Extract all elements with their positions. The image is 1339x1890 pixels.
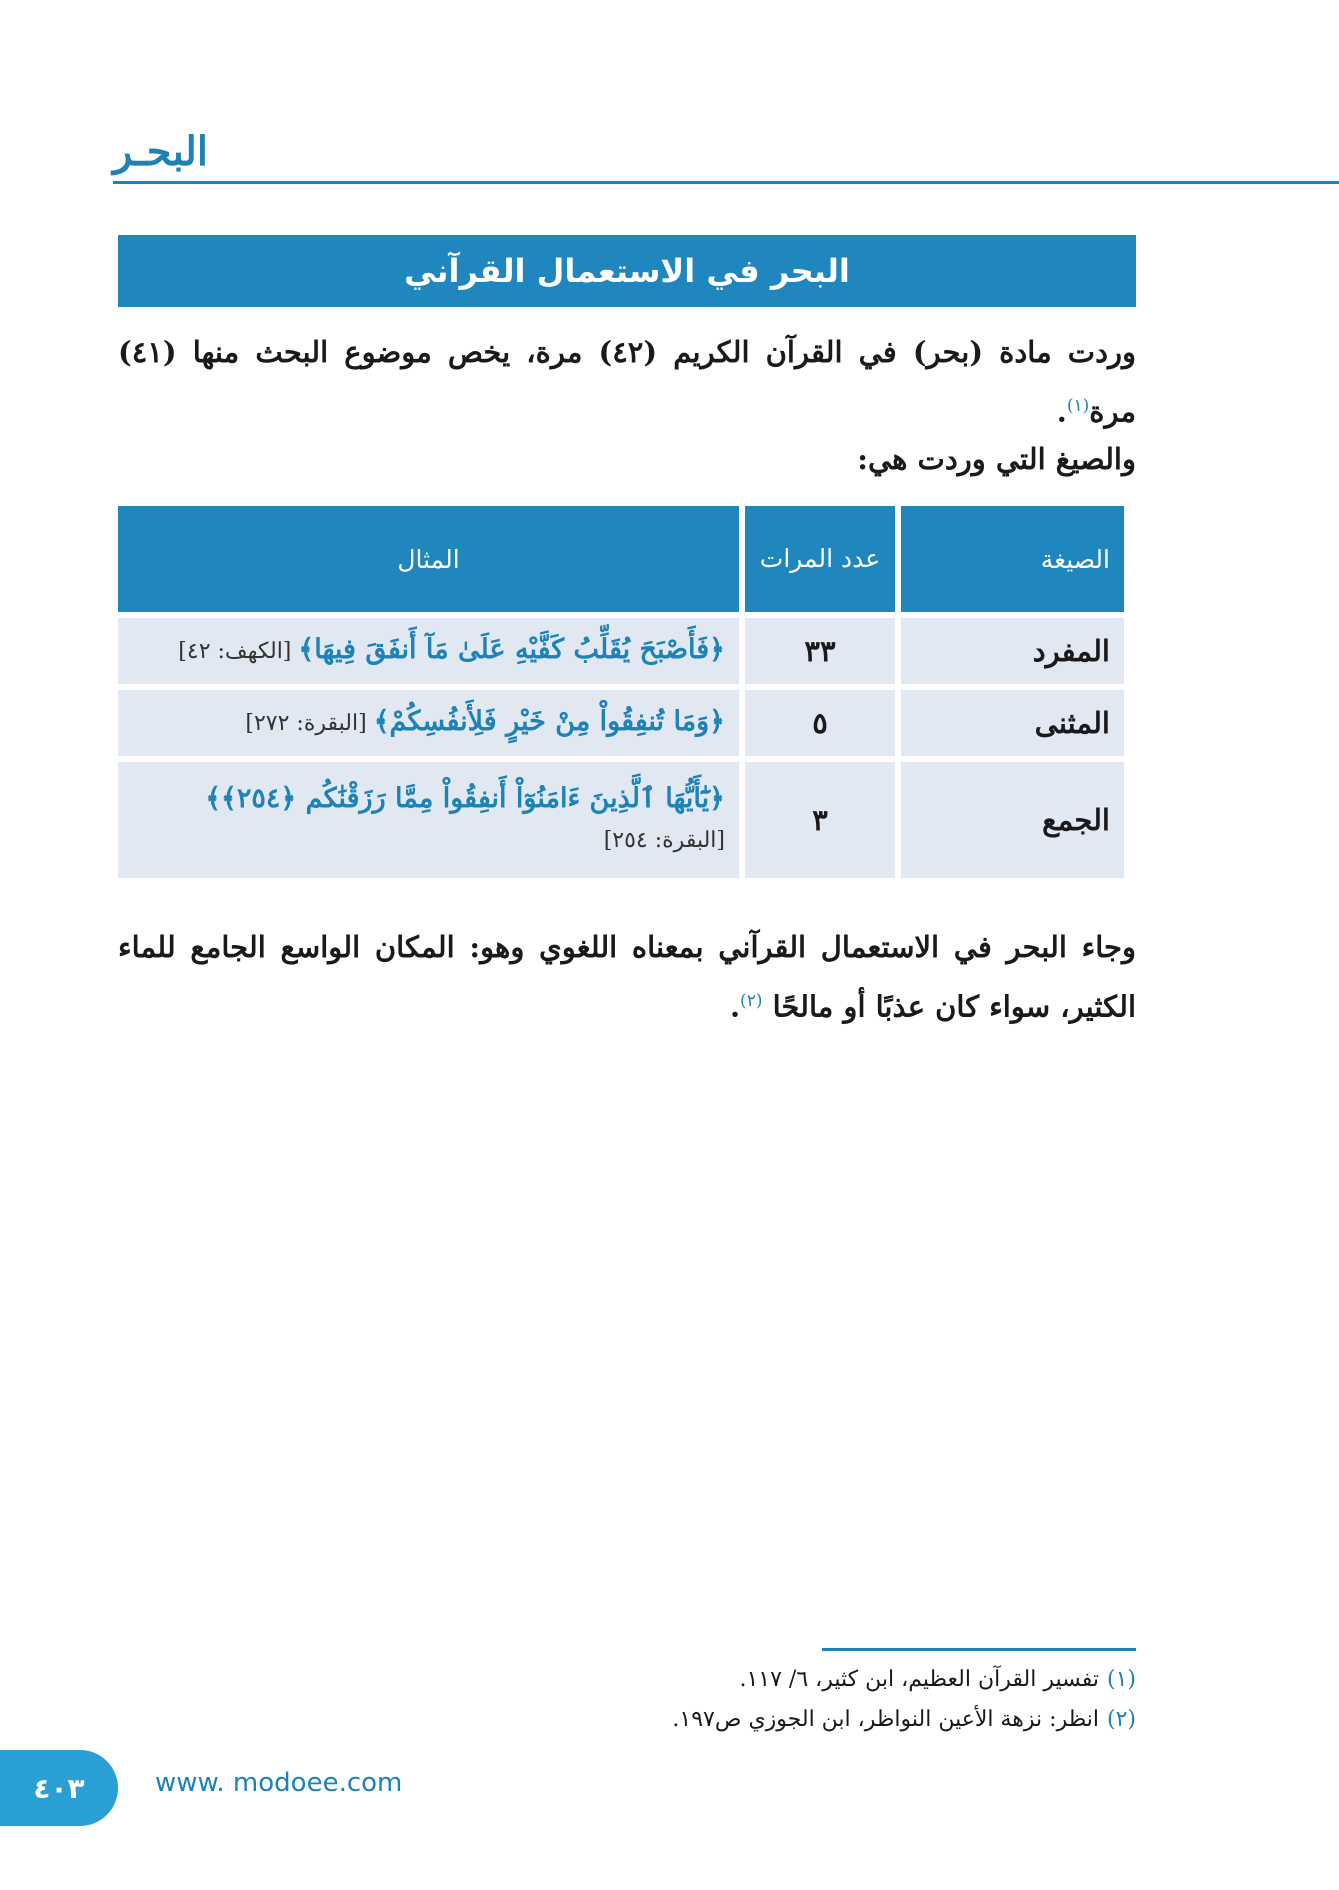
page-number-tab: ٤٠٣ xyxy=(0,1750,118,1826)
table-row xyxy=(118,690,1124,756)
cell-count: ٥ xyxy=(745,690,895,756)
meaning-text: وجاء البحر في الاستعمال القرآني بمعناه اللغوي وهو: المكان الواسع الجامع للماء الكثير، سواء كان عذبًا أو مالحًا xyxy=(118,930,1136,1024)
header-form: الصيغة xyxy=(901,506,1124,612)
verse-text: ﴿فَأَصْبَحَ يُقَلِّبُ كَفَّيْهِ عَلَىٰ مَآ أَنفَقَ فِيهَا﴾ xyxy=(298,634,725,665)
footnote-divider xyxy=(822,1648,1136,1651)
footnotes xyxy=(500,1660,1136,1740)
verse-reference: [البقرة: ٢٧٢] xyxy=(245,711,367,736)
forms-table xyxy=(112,500,1130,884)
footnote-item xyxy=(500,1700,1136,1740)
cell-example xyxy=(118,762,739,878)
cell-form: الجمع xyxy=(901,762,1124,878)
footnote-item xyxy=(500,1660,1136,1700)
footnote-text: تفسير القرآن العظيم، ابن كثير، ٦/ ١١٧. xyxy=(739,1667,1099,1692)
meaning-end: . xyxy=(729,989,741,1024)
website-link[interactable]: www. modoee.com xyxy=(155,1768,403,1798)
header-count: عدد المرات xyxy=(745,506,895,612)
cell-example xyxy=(118,690,739,756)
verse-text: ﴿وَمَا تُنفِقُواْ مِنْ خَيْرٍ فَلِأَنفُسِكُمْ﴾ xyxy=(373,706,725,737)
footnote-text: انظر: نزهة الأعين النواظر، ابن الجوزي ص١٩٧. xyxy=(672,1707,1099,1732)
cell-form: المثنى xyxy=(901,690,1124,756)
header-example: المثال xyxy=(118,506,739,612)
meaning-paragraph xyxy=(118,920,1136,1034)
cell-count: ٣٣ xyxy=(745,618,895,684)
footnote-number: (٢) xyxy=(1106,1707,1136,1732)
section-title: البحر في الاستعمال القرآني xyxy=(118,235,1136,307)
intro-paragraph xyxy=(118,325,1136,439)
verse-text: ﴿يَٰٓأَيُّهَا ٱلَّذِينَ ءَامَنُوٓاْ أَنفِقُواْ مِمَّا رَزَقْنَٰكُم ﴿٢٥٤﴾﴾ xyxy=(205,783,725,814)
footnote-ref-2[interactable]: (٢) xyxy=(740,991,763,1011)
table-header-row xyxy=(118,506,1124,612)
table-row xyxy=(118,618,1124,684)
forms-intro: والصيغ التي وردت هي: xyxy=(857,442,1136,476)
table-row xyxy=(118,762,1124,878)
cell-count: ٣ xyxy=(745,762,895,878)
cell-form: المفرد xyxy=(901,618,1124,684)
header-rule xyxy=(113,181,1339,184)
verse-reference: [البقرة: ٢٥٤] xyxy=(603,828,725,853)
footnote-number: (١) xyxy=(1106,1667,1136,1692)
footnote-ref-1[interactable]: (١) xyxy=(1066,396,1090,416)
intro-text: وردت مادة (بحر) في القرآن الكريم (٤٢) مرة، يخص موضوع البحث منها (٤١) مرة xyxy=(118,335,1136,429)
cell-example xyxy=(118,618,739,684)
intro-end: . xyxy=(1056,394,1067,429)
verse-reference: [الكهف: ٤٢] xyxy=(178,639,292,664)
chapter-title: البحـر xyxy=(113,128,208,175)
